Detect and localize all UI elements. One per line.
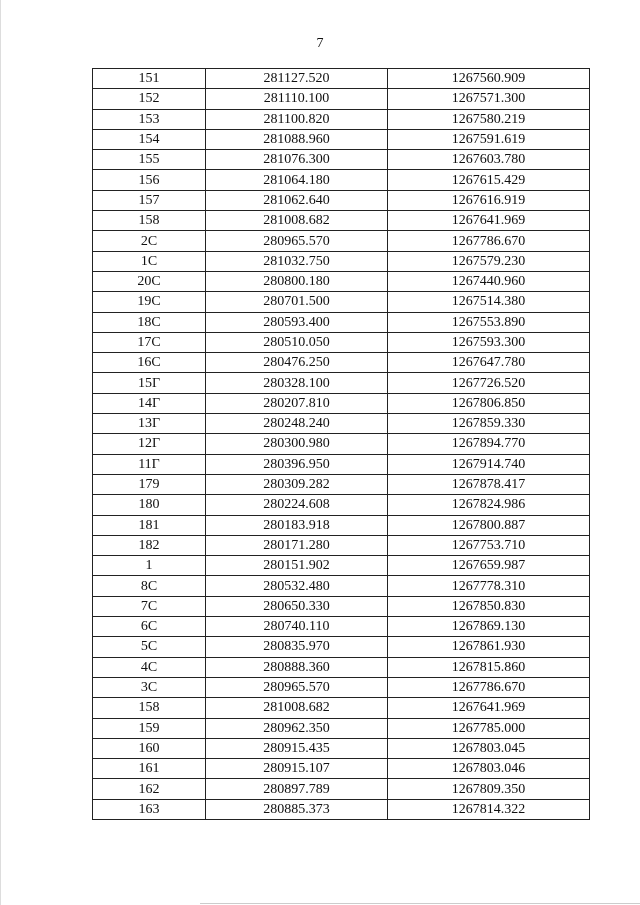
y-coordinate-cell: 1267659.987 [388,556,590,576]
table-row [93,332,590,352]
point-number-cell: 159 [93,718,206,738]
x-coordinate-cell: 280885.373 [206,799,388,819]
table-row [93,759,590,779]
table-row [93,617,590,637]
y-coordinate-cell: 1267803.045 [388,738,590,758]
point-number-cell: 157 [93,190,206,210]
point-number-cell: 6С [93,617,206,637]
x-coordinate-cell: 280835.970 [206,637,388,657]
table-row [93,69,590,89]
point-number-cell: 182 [93,535,206,555]
y-coordinate-cell: 1267514.380 [388,292,590,312]
x-coordinate-cell: 280396.950 [206,454,388,474]
y-coordinate-cell: 1267785.000 [388,718,590,738]
y-coordinate-cell: 1267616.919 [388,190,590,210]
y-coordinate-cell: 1267753.710 [388,535,590,555]
x-coordinate-cell: 281062.640 [206,190,388,210]
x-coordinate-cell: 280328.100 [206,373,388,393]
y-coordinate-cell: 1267580.219 [388,109,590,129]
point-number-cell: 20С [93,271,206,291]
y-coordinate-cell: 1267859.330 [388,414,590,434]
table-row [93,596,590,616]
y-coordinate-cell: 1267800.887 [388,515,590,535]
table-row [93,109,590,129]
table-row [93,535,590,555]
point-number-cell: 13Г [93,414,206,434]
table-row [93,353,590,373]
point-number-cell: 11Г [93,454,206,474]
x-coordinate-cell: 280151.902 [206,556,388,576]
y-coordinate-cell: 1267809.350 [388,779,590,799]
table-row [93,312,590,332]
x-coordinate-cell: 281064.180 [206,170,388,190]
table-row [93,474,590,494]
x-coordinate-cell: 280965.570 [206,677,388,697]
point-number-cell: 16С [93,353,206,373]
point-number-cell: 18С [93,312,206,332]
table-row [93,190,590,210]
point-number-cell: 152 [93,89,206,109]
y-coordinate-cell: 1267869.130 [388,617,590,637]
table-row [93,393,590,413]
y-coordinate-cell: 1267878.417 [388,474,590,494]
x-coordinate-cell: 280965.570 [206,231,388,251]
table-row [93,434,590,454]
table-row [93,495,590,515]
point-number-cell: 7С [93,596,206,616]
y-coordinate-cell: 1267850.830 [388,596,590,616]
table-row [93,738,590,758]
x-coordinate-cell: 280800.180 [206,271,388,291]
page-number: 7 [316,36,324,51]
point-number-cell: 161 [93,759,206,779]
x-coordinate-cell: 280224.608 [206,495,388,515]
x-coordinate-cell: 281008.682 [206,698,388,718]
point-number-cell: 156 [93,170,206,190]
table-row [93,718,590,738]
x-coordinate-cell: 281110.100 [206,89,388,109]
x-coordinate-cell: 280897.789 [206,779,388,799]
point-number-cell: 1 [93,556,206,576]
y-coordinate-cell: 1267861.930 [388,637,590,657]
point-number-cell: 155 [93,150,206,170]
y-coordinate-cell: 1267803.046 [388,759,590,779]
point-number-cell: 12Г [93,434,206,454]
y-coordinate-cell: 1267615.429 [388,170,590,190]
y-coordinate-cell: 1267894.770 [388,434,590,454]
point-number-cell: 3С [93,677,206,697]
table-row [93,292,590,312]
coordinates-table [92,68,590,820]
y-coordinate-cell: 1267579.230 [388,251,590,271]
y-coordinate-cell: 1267914.740 [388,454,590,474]
x-coordinate-cell: 281032.750 [206,251,388,271]
x-coordinate-cell: 280248.240 [206,414,388,434]
point-number-cell: 158 [93,698,206,718]
y-coordinate-cell: 1267591.619 [388,129,590,149]
x-coordinate-cell: 280888.360 [206,657,388,677]
y-coordinate-cell: 1267603.780 [388,150,590,170]
x-coordinate-cell: 280183.918 [206,515,388,535]
y-coordinate-cell: 1267815.860 [388,657,590,677]
y-coordinate-cell: 1267440.960 [388,271,590,291]
point-number-cell: 4С [93,657,206,677]
x-coordinate-cell: 280915.435 [206,738,388,758]
y-coordinate-cell: 1267553.890 [388,312,590,332]
scan-left-edge [0,0,1,905]
table-row [93,129,590,149]
table-row [93,576,590,596]
point-number-cell: 154 [93,129,206,149]
point-number-cell: 158 [93,211,206,231]
table-row [93,271,590,291]
y-coordinate-cell: 1267641.969 [388,211,590,231]
point-number-cell: 5С [93,637,206,657]
x-coordinate-cell: 280309.282 [206,474,388,494]
table-row [93,89,590,109]
table-row [93,637,590,657]
y-coordinate-cell: 1267726.520 [388,373,590,393]
point-number-cell: 162 [93,779,206,799]
point-number-cell: 179 [93,474,206,494]
table-row [93,170,590,190]
x-coordinate-cell: 280740.110 [206,617,388,637]
point-number-cell: 17С [93,332,206,352]
y-coordinate-cell: 1267593.300 [388,332,590,352]
table-row [93,150,590,170]
x-coordinate-cell: 280476.250 [206,353,388,373]
coordinates-table-body [93,69,590,820]
x-coordinate-cell: 280207.810 [206,393,388,413]
point-number-cell: 19С [93,292,206,312]
x-coordinate-cell: 281100.820 [206,109,388,129]
point-number-cell: 15Г [93,373,206,393]
table-row [93,373,590,393]
x-coordinate-cell: 280532.480 [206,576,388,596]
x-coordinate-cell: 280510.050 [206,332,388,352]
y-coordinate-cell: 1267571.300 [388,89,590,109]
y-coordinate-cell: 1267778.310 [388,576,590,596]
point-number-cell: 2С [93,231,206,251]
table-row [93,779,590,799]
table-row [93,515,590,535]
x-coordinate-cell: 280300.980 [206,434,388,454]
point-number-cell: 8С [93,576,206,596]
x-coordinate-cell: 280593.400 [206,312,388,332]
point-number-cell: 160 [93,738,206,758]
table-row [93,251,590,271]
x-coordinate-cell: 280650.330 [206,596,388,616]
table-row [93,231,590,251]
x-coordinate-cell: 280171.280 [206,535,388,555]
table-row [93,454,590,474]
x-coordinate-cell: 281088.960 [206,129,388,149]
table-row [93,677,590,697]
point-number-cell: 1С [93,251,206,271]
table-row [93,556,590,576]
table-row [93,799,590,819]
table-row [93,211,590,231]
point-number-cell: 151 [93,69,206,89]
y-coordinate-cell: 1267806.850 [388,393,590,413]
table-row [93,414,590,434]
x-coordinate-cell: 281076.300 [206,150,388,170]
y-coordinate-cell: 1267814.322 [388,799,590,819]
x-coordinate-cell: 281008.682 [206,211,388,231]
y-coordinate-cell: 1267786.670 [388,231,590,251]
table-row [93,698,590,718]
y-coordinate-cell: 1267786.670 [388,677,590,697]
point-number-cell: 181 [93,515,206,535]
x-coordinate-cell: 280915.107 [206,759,388,779]
table-row [93,657,590,677]
point-number-cell: 153 [93,109,206,129]
y-coordinate-cell: 1267824.986 [388,495,590,515]
point-number-cell: 180 [93,495,206,515]
scan-bottom-edge [200,903,640,904]
y-coordinate-cell: 1267641.969 [388,698,590,718]
x-coordinate-cell: 281127.520 [206,69,388,89]
y-coordinate-cell: 1267560.909 [388,69,590,89]
x-coordinate-cell: 280962.350 [206,718,388,738]
x-coordinate-cell: 280701.500 [206,292,388,312]
point-number-cell: 163 [93,799,206,819]
y-coordinate-cell: 1267647.780 [388,353,590,373]
point-number-cell: 14Г [93,393,206,413]
